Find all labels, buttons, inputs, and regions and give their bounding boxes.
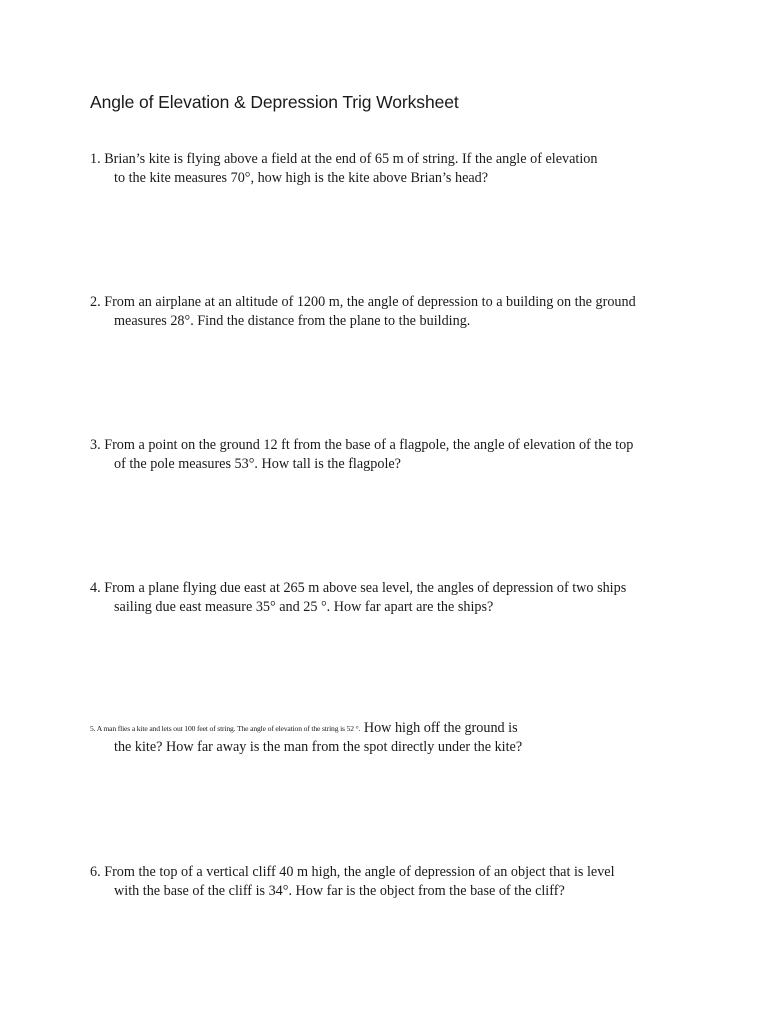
worksheet-title: Angle of Elevation & Depression Trig Worksheet xyxy=(90,92,459,112)
question-6-line-2: with the base of the cliff is 34°. How far is the object from the base of the cliff? xyxy=(114,883,565,899)
question-6 xyxy=(90,863,615,901)
question-4 xyxy=(90,579,626,617)
question-2-line-1: 2. From an airplane at an altitude of 1200 m, the angle of depression to a building on the ground xyxy=(90,294,636,310)
question-2 xyxy=(90,293,636,331)
question-1 xyxy=(90,150,597,188)
question-2-line-2: measures 28°. Find the distance from the plane to the building. xyxy=(114,313,471,329)
question-4-line-1: 4. From a plane flying due east at 265 m above sea level, the angles of depression of two ships xyxy=(90,580,627,596)
question-5-line-2: the kite? How far away is the man from the spot directly under the kite? xyxy=(114,739,523,755)
question-1-line-1: 1. Brian’s kite is flying above a field at the end of 65 m of string. If the angle of elevation xyxy=(90,151,598,167)
question-5-line-1-rest: How high off the ground is xyxy=(360,720,518,736)
question-5 xyxy=(90,719,522,757)
question-3-line-2: of the pole measures 53°. How tall is the flagpole? xyxy=(114,456,401,472)
question-5-line-1 xyxy=(90,719,522,738)
question-3 xyxy=(90,436,633,474)
question-3-line-1: 3. From a point on the ground 12 ft from the base of a flagpole, the angle of elevation of the top xyxy=(90,437,634,453)
question-6-line-1: 6. From the top of a vertical cliff 40 m high, the angle of depression of an object that is level xyxy=(90,864,615,880)
question-5-small-text: 5. A man flies a kite and lets out 100 feet of string. The angle of elevation of the string is 52 °. xyxy=(90,724,361,733)
question-1-line-2: to the kite measures 70°, how high is the kite above Brian’s head? xyxy=(114,170,489,186)
question-4-line-2: sailing due east measure 35° and 25 °. How far apart are the ships? xyxy=(114,599,494,615)
